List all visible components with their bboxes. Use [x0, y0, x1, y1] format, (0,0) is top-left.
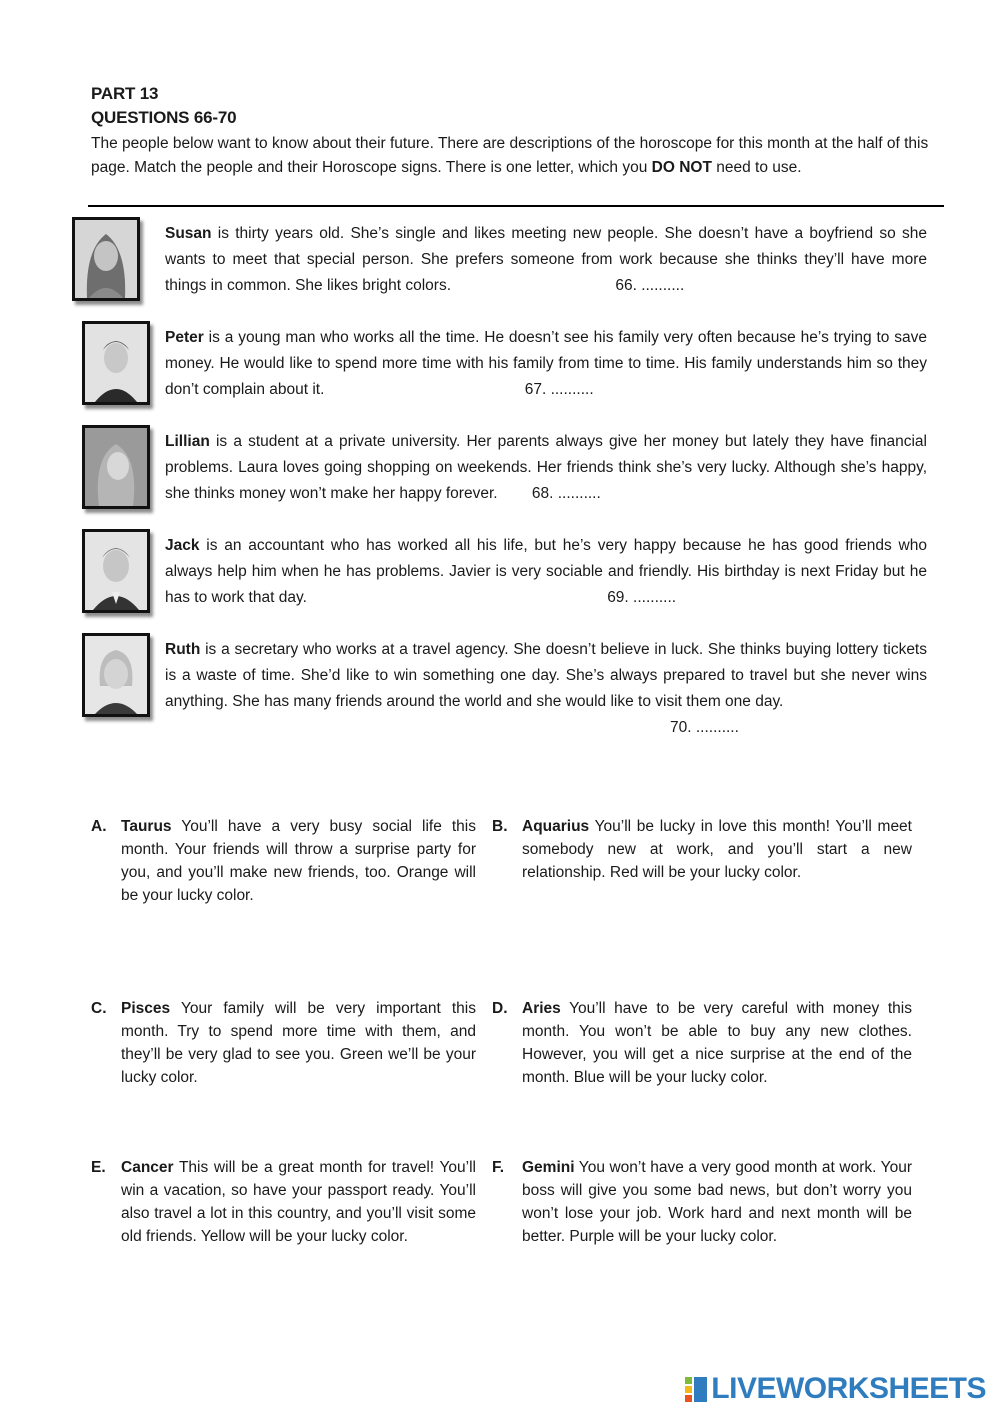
option-sign: Gemini — [522, 1159, 575, 1176]
answer-blank-66[interactable]: 66. .......... — [615, 277, 685, 294]
option-text: You won’t have a very good month at work. Your boss will give you some bad news, but don’t worry you won’t lose your job. Work hard and next month will be better. Purple will be your lucky color. — [522, 1159, 912, 1245]
part-title: PART 13 — [91, 84, 159, 103]
person-name: Jack — [165, 537, 200, 554]
person-text: is a secretary who works at a travel agency. She doesn’t believe in luck. She thinks buying lottery tickets is a waste of time. She’d like to win something one day. She’s always prepared to travel but she never wins anything. She has many friends around the world and she would like to visit them one day. — [165, 641, 927, 710]
person-description — [165, 221, 927, 299]
option-text: Your family will be very important this month. Try to spend more time with them, and they’ll be very glad to see you. Green we’ll be your lucky color. — [121, 1000, 476, 1086]
questions-title: QUESTIONS 66-70 — [91, 108, 237, 127]
option-text: You’ll be lucky in love this month! You’ll meet somebody new at work, and you’ll start a new relationship. Red will be your lucky color. — [522, 818, 912, 881]
option-f — [492, 1156, 912, 1248]
person-description — [165, 533, 927, 611]
instructions-text: The people below want to know about their future. There are descriptions of the horoscope for this month at the half of this page. Match the people and their Horoscope signs. There is one letter, which you — [91, 135, 929, 176]
option-text: You’ll have a very busy social life this month. Your friends will throw a surprise party for you, and you’ll make new friends, too. Orange will be your lucky color. — [121, 818, 476, 904]
photo-peter — [82, 321, 150, 405]
option-d — [492, 997, 912, 1089]
option-e — [91, 1156, 476, 1248]
option-sign: Pisces — [121, 1000, 171, 1017]
answer-blank-67[interactable]: 67. .......... — [524, 381, 594, 398]
option-letter: D. — [492, 1000, 508, 1017]
option-letter: E. — [91, 1159, 106, 1176]
person-text: is thirty years old. She’s single and likes meeting new people. She doesn’t have a boyfriend so she wants to meet that special person. She prefers someone from work because she thinks they’ll have more things in common. She likes bright colors. — [165, 225, 927, 294]
person-text: is an accountant who has worked all his life, but he’s very happy because he has good friends who always help him when he has problems. Javier is very sociable and friendly. His birthday is next Friday but he has to work that day. — [165, 537, 927, 606]
person-name: Susan — [165, 225, 212, 242]
option-sign: Aquarius — [522, 818, 590, 835]
photo-susan — [72, 217, 140, 301]
person-name: Lillian — [165, 433, 210, 450]
option-letter: C. — [91, 1000, 107, 1017]
option-b — [492, 815, 912, 884]
option-a — [91, 815, 476, 907]
person-description — [165, 325, 927, 403]
answer-blank-70[interactable]: 70. .......... — [670, 719, 739, 736]
divider — [88, 205, 944, 207]
answer-blank-69[interactable]: 69. .......... — [607, 589, 677, 606]
person-name: Peter — [165, 329, 204, 346]
option-letter: B. — [492, 818, 508, 835]
option-sign: Cancer — [121, 1159, 174, 1176]
person-name: Ruth — [165, 641, 201, 658]
person-description — [165, 637, 927, 741]
liveworksheets-logo[interactable] — [685, 1372, 986, 1406]
option-sign: Taurus — [121, 818, 172, 835]
answer-blank-68[interactable]: 68. .......... — [531, 485, 601, 502]
instructions-emphasis: DO NOT — [651, 159, 712, 176]
logo-text: LIVEWORKSHEETS — [711, 1372, 986, 1405]
person-description — [165, 429, 927, 507]
photo-jack — [82, 529, 150, 613]
person-text: is a young man who works all the time. He doesn’t see his family very often because he’s trying to save money. He would like to spend more time with his family from time to time. His family understands him so they don’t complain about it. — [165, 329, 927, 398]
instructions — [91, 132, 931, 180]
photo-ruth — [82, 633, 150, 717]
photo-lillian — [82, 425, 150, 509]
option-c — [91, 997, 476, 1089]
logo-icon — [685, 1375, 709, 1403]
option-sign: Aries — [522, 1000, 561, 1017]
instructions-text-end: need to use. — [711, 159, 802, 176]
option-letter: F. — [492, 1159, 505, 1176]
person-text: is a student at a private university. Her parents always give her money but lately they have financial problems. Laura loves going shopping on weekends. Her friends think she’s very lucky. Although she’s happy, she thinks money won’t make her happy forever. — [165, 433, 927, 502]
option-letter: A. — [91, 818, 107, 835]
option-text: This will be a great month for travel! You’ll win a vacation, so have your passport ready. You’ll also travel a lot in this country, and you’ll visit some old friends. Yellow will be your lucky color. — [121, 1159, 476, 1245]
option-text: You’ll have to be very careful with money this month. You won’t be able to buy any new clothes. However, you will get a nice surprise at the end of the month. Blue will be your lucky color. — [522, 1000, 912, 1086]
